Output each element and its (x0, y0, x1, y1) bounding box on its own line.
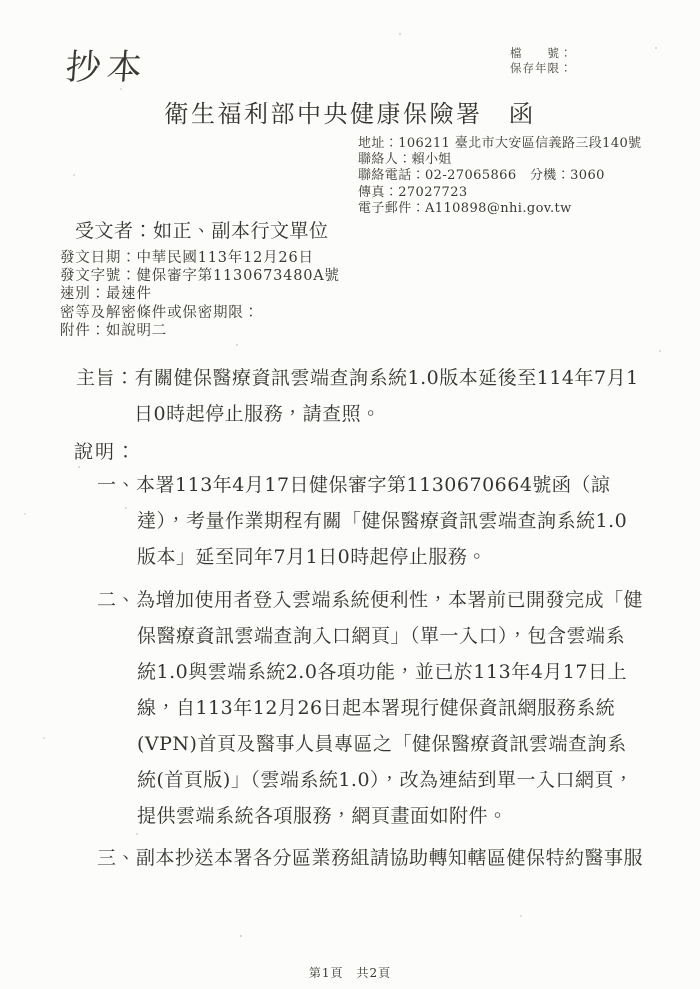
contact-phone: 聯絡電話：02-27065866 分機：3060 (358, 168, 605, 184)
contact-fax: 傳真：27027723 (358, 184, 468, 200)
item-number: 三、 (97, 847, 137, 869)
file-reference-block (510, 46, 573, 75)
contact-address: 地址：106211 臺北市大安區信義路三段140號 (358, 136, 642, 151)
security-classification: 密等及解密條件或保密期限： (60, 304, 259, 321)
dispatch-meta-block (60, 249, 340, 340)
contact-info-block (358, 136, 642, 217)
item-text: 為增加使用者登入雲端系統便利性，本署前已開發完成「健保醫療資訊雲端查詢入口網頁」（單一入口），包含雲端系統1.0與雲端系統2.0各項功能，並已於113年4月17日上線，自113年12月26日起本署現行健保資訊網服務系統(VPN)首頁及醫事人員專區之「健保醫療資訊雲端查詢系統(首頁版)」（雲端系統1.0），改為連結到單一入口網頁，提供雲端系統各項服務，網頁畫面如附件。 (136, 589, 644, 827)
item-number: 二、 (97, 589, 137, 611)
subject-paragraph (76, 360, 642, 432)
item-number: 一、 (97, 474, 137, 496)
description-item-1 (97, 467, 644, 575)
file-number-label: 檔 號： (510, 46, 573, 60)
scan-noise (0, 0, 2, 2)
description-item-3 (97, 840, 644, 876)
copy-annotation: 抄本 (64, 48, 150, 88)
description-item-2 (97, 582, 644, 834)
item-text: 本署113年4月17日健保審字第1130670664號函（諒達），考量作業期程有關「健保醫療資訊雲端查詢系統1.0版本」延至同年7月1日0時起停止服務。 (136, 474, 628, 568)
attachment-note: 附件：如說明二 (60, 322, 168, 339)
contact-email: 電子郵件：A110898@nhi.gov.tw (358, 200, 572, 216)
contact-person: 聯絡人：賴小姐 (358, 152, 452, 168)
subject-text: 有關健保醫療資訊雲端查詢系統1.0版本延後至114年7月1日0時起停止服務，請查照。 (134, 367, 639, 425)
retention-period-label: 保存年限： (510, 60, 573, 75)
recipient-line: 受文者：如正、副本行文單位 (75, 220, 329, 242)
dispatch-number: 發文字號：健保審字第1130673480A號 (60, 268, 340, 285)
page-number-footer: 第1頁 共2頁 (308, 966, 392, 980)
description-label: 說明： (74, 441, 138, 463)
dispatch-date: 發文日期：中華民國113年12月26日 (60, 250, 314, 266)
priority-level: 速別：最速件 (60, 286, 152, 303)
item-text: 副本抄送本署各分區業務組請協助轉知轄區健保特約醫事服 (136, 847, 644, 869)
subject-label: 主旨： (76, 367, 135, 389)
document-title: 衛生福利部中央健康保險署 函 (164, 100, 536, 128)
